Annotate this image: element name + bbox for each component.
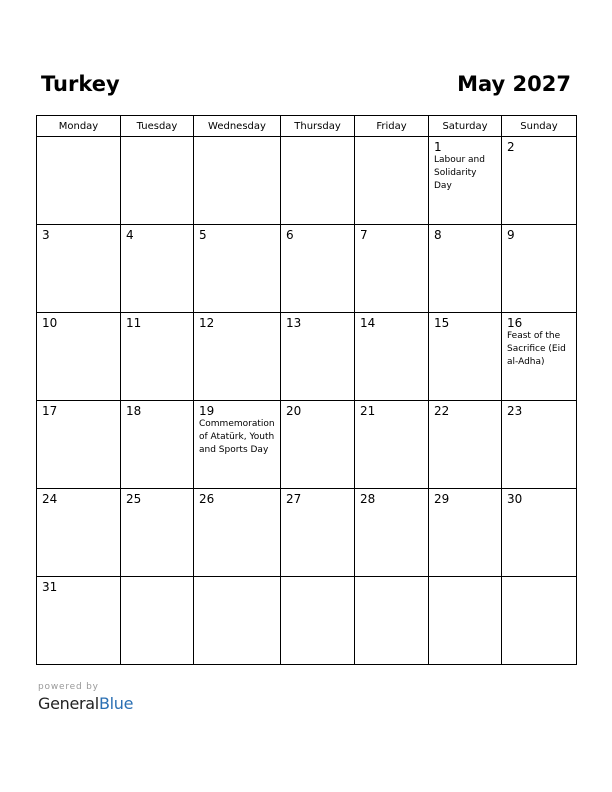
day-cell — [121, 313, 194, 401]
day-cell — [355, 577, 429, 665]
day-cell — [37, 489, 121, 577]
day-cell — [429, 489, 502, 577]
holiday-label: Labour and Solidarity Day — [434, 155, 485, 191]
day-cell — [355, 401, 429, 489]
weekday-saturday: Saturday — [429, 116, 502, 137]
day-cell — [502, 577, 577, 665]
day-number: 17 — [42, 404, 58, 418]
week-row — [37, 313, 577, 401]
day-cell — [429, 401, 502, 489]
day-number: 9 — [507, 228, 515, 242]
day-number: 24 — [42, 492, 58, 506]
day-cell — [121, 137, 194, 225]
calendar-grid — [36, 115, 577, 665]
day-cell — [281, 401, 355, 489]
day-number: 2 — [507, 140, 515, 154]
weekday-thursday: Thursday — [281, 116, 355, 137]
day-number: 15 — [434, 316, 450, 330]
day-number: 16 — [507, 316, 523, 330]
brand-general-text: General — [38, 694, 99, 713]
day-cell — [194, 577, 281, 665]
day-number: 28 — [360, 492, 376, 506]
holiday-label: Commemoration of Atatürk, Youth and Sports Day — [199, 419, 275, 455]
day-number: 12 — [199, 316, 215, 330]
day-cell — [37, 577, 121, 665]
day-cell — [121, 225, 194, 313]
day-number: 23 — [507, 404, 523, 418]
day-cell — [121, 401, 194, 489]
day-cell — [502, 401, 577, 489]
day-number: 22 — [434, 404, 450, 418]
day-cell — [429, 225, 502, 313]
day-cell — [121, 577, 194, 665]
weekday-header-row — [37, 116, 577, 137]
day-number: 31 — [42, 580, 58, 594]
day-cell — [37, 137, 121, 225]
day-number: 25 — [126, 492, 142, 506]
day-number: 3 — [42, 228, 50, 242]
day-cell — [429, 577, 502, 665]
day-cell — [281, 137, 355, 225]
day-cell — [355, 137, 429, 225]
day-number: 1 — [434, 140, 442, 154]
day-cell — [502, 225, 577, 313]
weekday-wednesday: Wednesday — [194, 116, 281, 137]
weekday-friday: Friday — [355, 116, 429, 137]
day-cell — [194, 313, 281, 401]
week-row — [37, 577, 577, 665]
powered-by-text: powered by — [38, 682, 99, 692]
day-number: 4 — [126, 228, 134, 242]
day-cell — [502, 313, 577, 401]
day-number: 7 — [360, 228, 368, 242]
day-number: 10 — [42, 316, 58, 330]
day-number: 27 — [286, 492, 302, 506]
day-number: 30 — [507, 492, 523, 506]
weekday-tuesday: Tuesday — [121, 116, 194, 137]
day-cell — [37, 313, 121, 401]
day-number: 14 — [360, 316, 376, 330]
day-cell — [281, 489, 355, 577]
day-cell — [502, 489, 577, 577]
day-number: 19 — [199, 404, 215, 418]
day-cell — [194, 401, 281, 489]
day-number: 18 — [126, 404, 142, 418]
day-number: 20 — [286, 404, 302, 418]
week-row — [37, 401, 577, 489]
day-number: 5 — [199, 228, 207, 242]
day-cell — [121, 489, 194, 577]
day-number: 11 — [126, 316, 142, 330]
day-number: 21 — [360, 404, 376, 418]
day-number: 13 — [286, 316, 302, 330]
weekday-sunday: Sunday — [502, 116, 577, 137]
day-cell — [429, 313, 502, 401]
day-number: 26 — [199, 492, 215, 506]
week-row — [37, 137, 577, 225]
day-cell — [281, 313, 355, 401]
weekday-monday: Monday — [37, 116, 121, 137]
week-row — [37, 225, 577, 313]
day-number: 29 — [434, 492, 450, 506]
day-cell — [37, 401, 121, 489]
day-cell — [194, 489, 281, 577]
day-cell — [429, 137, 502, 225]
holiday-label: Feast of the Sacrifice (Eid al-Adha) — [507, 331, 566, 367]
day-cell — [37, 225, 121, 313]
day-number: 8 — [434, 228, 442, 242]
day-cell — [355, 313, 429, 401]
day-cell — [194, 225, 281, 313]
brand-blue-text: Blue — [98, 694, 134, 713]
footer-branding — [38, 682, 133, 714]
week-row — [37, 489, 577, 577]
calendar-header — [37, 70, 577, 100]
day-cell — [355, 489, 429, 577]
day-cell — [281, 225, 355, 313]
month-title: May 2027 — [457, 72, 571, 96]
day-cell — [194, 137, 281, 225]
day-cell — [281, 577, 355, 665]
day-cell — [502, 137, 577, 225]
day-cell — [355, 225, 429, 313]
country-title: Turkey — [41, 72, 120, 96]
generalblue-logo[interactable] — [38, 694, 133, 714]
day-number: 6 — [286, 228, 294, 242]
